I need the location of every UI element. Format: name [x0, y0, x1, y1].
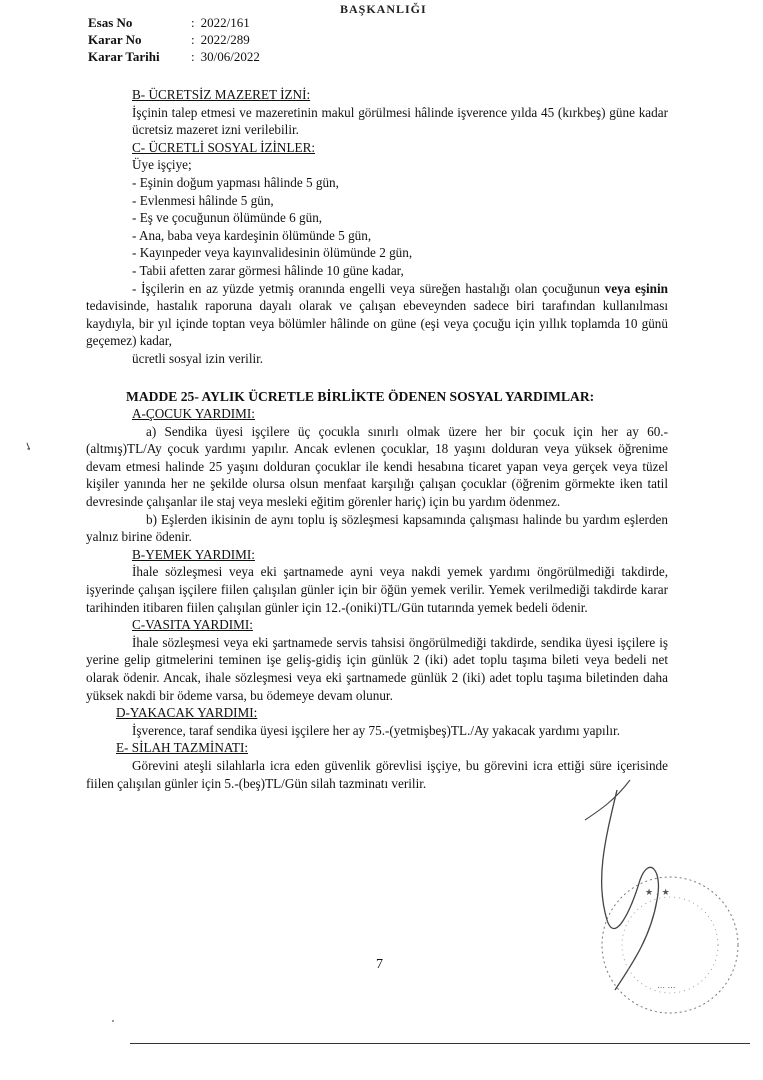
- bottom-rule: [130, 1043, 750, 1044]
- page-number: 7: [376, 957, 383, 972]
- list-item: - Eşinin doğum yapması hâlinde 5 gün,: [132, 174, 339, 190]
- header-institution: BAŞKANLIĞI: [340, 2, 427, 16]
- list-item-last: [86, 280, 668, 350]
- madde-25-title: MADDE 25- AYLIK ÜCRETLE BİRLİKTE ÖDENEN SOSYAL YARDIMLAR:: [126, 388, 595, 404]
- stamp-and-signature: [545, 760, 755, 1030]
- section-b-text-content: İşçinin talep etmesi ve mazeretinin makul görülmesi hâlinde işverence yılda 45 (kırkbeş) güne kadar ücretsiz mazeret izni verilebilir.: [132, 104, 668, 138]
- list-item: - Eş ve çocuğunun ölümünde 6 gün,: [132, 210, 323, 226]
- section-b-title: B- ÜCRETSİZ MAZERET İZNİ:: [132, 87, 311, 102]
- section-yakacak-title: D-YAKACAK YARDIMI:: [116, 705, 258, 721]
- list-item-last-part1: - İşçilerin en az yüzde yetmiş oranında engelli veya süreğen hastalığı olan çocuğunun: [132, 280, 600, 296]
- section-c-title: C- ÜCRETLİ SOSYAL İZİNLER:: [132, 139, 316, 155]
- section-b-text: [40, 104, 668, 139]
- meta-label: Karar No: [88, 32, 142, 47]
- section-a-title: A-ÇOCUK YARDIMI:: [132, 406, 255, 422]
- margin-initials-mark: ✓: [21, 439, 37, 454]
- meta-row-esas: [88, 14, 260, 31]
- meta-separator: :: [191, 32, 195, 47]
- list-item: - Kayınpeder veya kayınvalidesinin ölümünde 2 gün,: [132, 245, 413, 261]
- section-a-text-2: b) Eşlerden ikisinin de aynı toplu iş sözleşmesi kapsamında çalışması halinde bu yardım eşlerden yalnız birine ödenir.: [86, 511, 668, 545]
- svg-text:⋯ ⋯: ⋯ ⋯: [657, 983, 676, 992]
- section-yakacak-text: İşverence, taraf sendika üyesi işçilere her ay 75.-(yetmişbeş)TL./Ay yakacak yardımı yapılır.: [132, 722, 621, 738]
- section-silah-title: E- SİLAH TAZMİNATI:: [116, 740, 249, 756]
- meta-label: Esas No: [88, 15, 133, 30]
- section-yemek-title: B-YEMEK YARDIMI:: [132, 546, 255, 562]
- scan-dot: [112, 1020, 114, 1022]
- document-body: [86, 86, 668, 792]
- section-vasita-title: C-VASITA YARDIMI:: [132, 617, 253, 633]
- list-item-last-bold: veya eşinin: [604, 280, 668, 296]
- meta-separator: :: [191, 49, 195, 64]
- section-c-intro: Üye işçiye;: [132, 157, 192, 173]
- meta-value: 2022/161: [200, 15, 250, 30]
- section-yemek-text: İhale sözleşmesi veya eki şartnamede ayni veya nakdi yemek yardımı öngörülmediği takdirde, işyerinde çalışan işçilere fiilen çalışılan günler için bir öğün yemek verilir. Yemek verilmediği takdirde karar tarihinden itibaren fiilen çalışılan günler için 12.-(oniki)TL/Gün tutarında yemek bedeli ödenir.: [86, 564, 668, 615]
- spacer: [86, 368, 668, 388]
- list-item-last-part2: tedavisinde, hastalık raporuna dayalı olarak ve çalışan ebeveynden sadece biri tarafından kullanılması kaydıyla, bir yıl içinde toptan veya bölümler hâlinde on güne (eşi veya çocuğu için yıllık toplamda 10 günü geçemez) kadar,: [86, 298, 668, 349]
- section-vasita-text: İhale sözleşmesi veya eki şartnamede servis tahsisi öngörülmediği takdirde, sendika üyesi işçilere iş yerine gelip gitmelerini teminen işe geliş-gidiş için günlük 2 (iki) adet toplu taşıma bileti veya bedeli net olarak ödenir. Ancak, ihale sözleşmesi veya eki şartnamede günlük 2 (iki) adet toplu taşıma biletinden daha yüksek nakdi bir ödeme varsa, bu ödemeye devam olunur.: [86, 634, 668, 703]
- meta-value: 30/06/2022: [200, 49, 260, 64]
- section-silah-text: Görevini ateşli silahlarla icra eden güvenlik görevlisi işçiye, bu görevini icra ettiği süre içerisinde fiilen çalışılan günler için 5.-(beş)TL/Gün silah tazminatı verilir.: [86, 757, 668, 791]
- meta-label: Karar Tarihi: [88, 49, 160, 64]
- svg-text:★ . ★: ★ . ★: [645, 888, 670, 898]
- meta-row-karar-tarihi: [88, 48, 260, 65]
- meta-value: 2022/289: [200, 32, 250, 47]
- case-metadata: [88, 14, 260, 65]
- meta-separator: :: [191, 15, 195, 30]
- list-item: - Ana, baba veya kardeşinin ölümünde 5 gün,: [132, 227, 372, 243]
- list-item: - Evlenmesi hâlinde 5 gün,: [132, 192, 274, 208]
- list-item: - Tabii afetten zarar görmesi hâlinde 10 güne kadar,: [132, 262, 404, 278]
- section-c-closing: ücretli sosyal izin verilir.: [132, 350, 264, 366]
- section-a-text-1: a) Sendika üyesi işçilere üç çocukla sınırlı olmak üzere her bir çocuk için her ay 60.-(altmış)TL/Ay çocuk yardımı yapılır. Ancak evlenen çocuklar, 18 yaşını dolduran veya yüksek öğrenime devam etmesi halinde 25 yaşını dolduran çocuklar ile kendi hesabına ticaret yapan veya gerçek veya tüzel kişiler yanında her ne şekilde olursa olsun menfaat karşılığı çalışan çocuklar (öğrenim görmekte iken tatil devresinde çalışanlar ile staj veya mesleki eğitim görenler hariç) için bu yardım ödenmez.: [86, 423, 668, 510]
- meta-row-karar: [88, 31, 260, 48]
